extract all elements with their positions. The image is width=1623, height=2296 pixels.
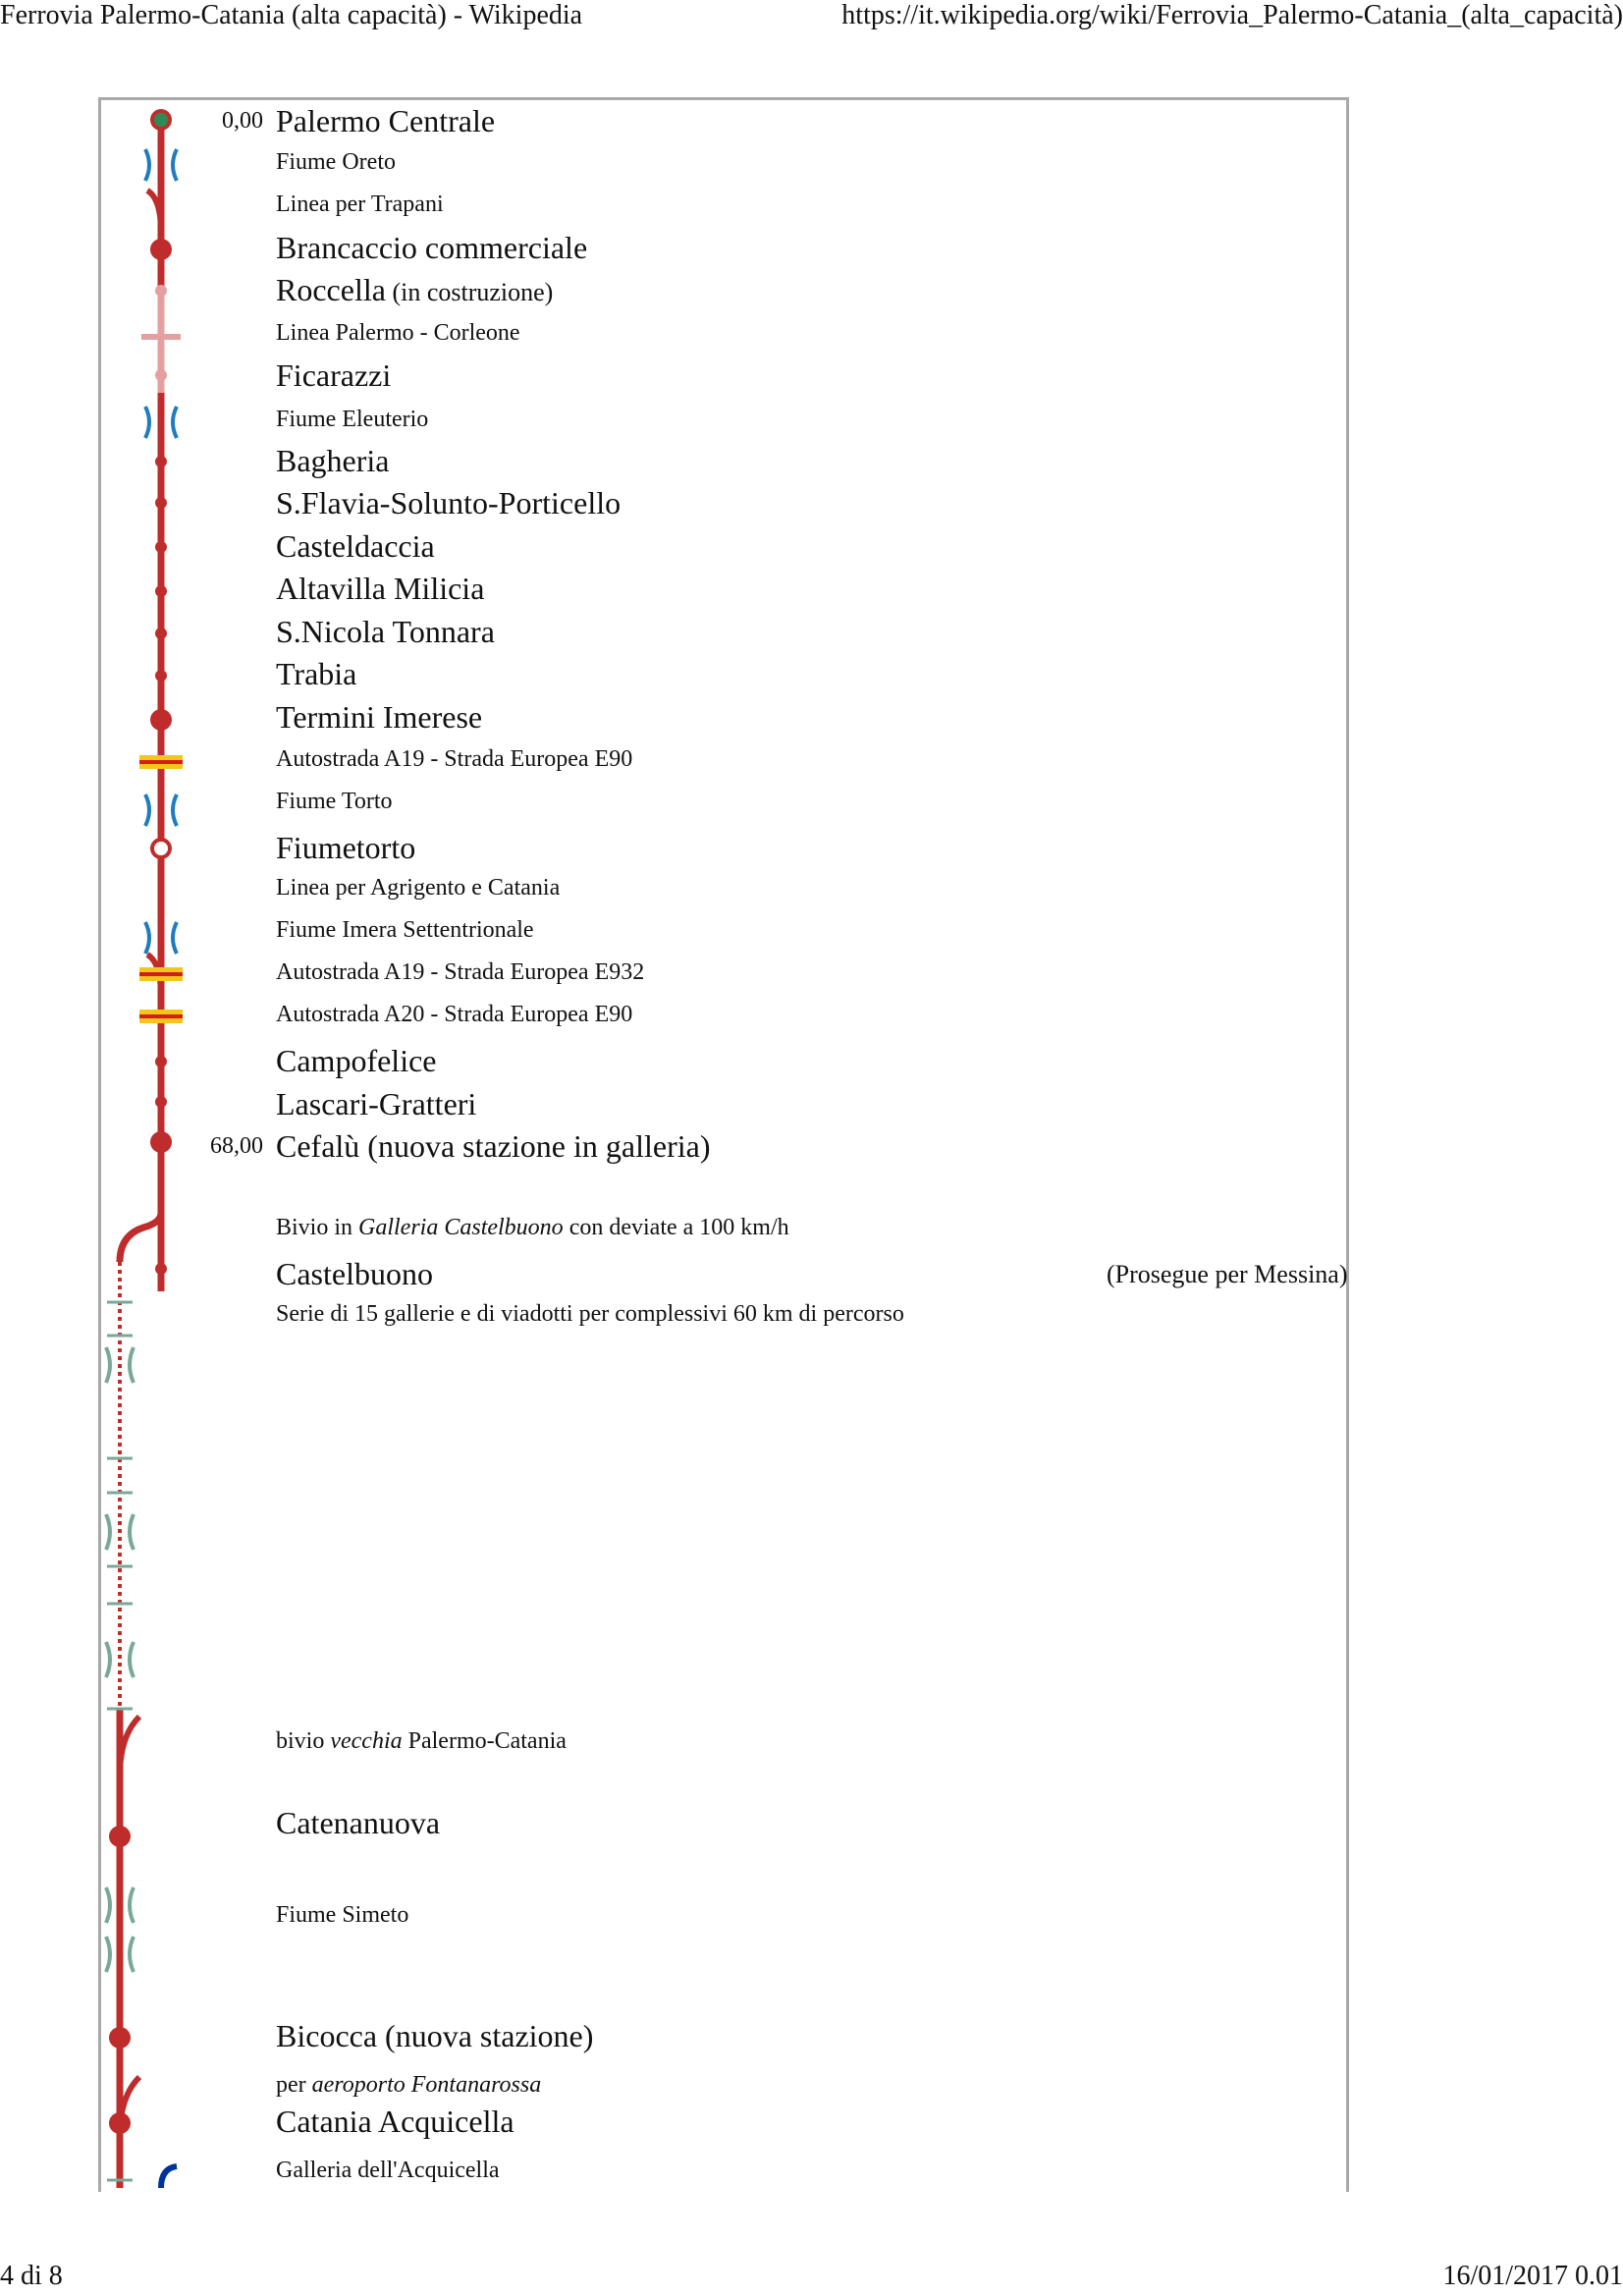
label-text: Termini Imerese (276, 699, 483, 735)
motorway-crossing-icon (139, 1014, 183, 1018)
station-name (276, 230, 587, 266)
station-name (276, 1086, 476, 1122)
station-name (276, 1043, 436, 1079)
label-italic: Galleria Castelbuono (358, 1215, 564, 1240)
label-text: Linea per Trapani (276, 191, 444, 217)
station-dot (109, 2027, 131, 2049)
label-text: Brancaccio commerciale (276, 230, 588, 265)
route-feature-label (276, 2158, 500, 2184)
label-text: Castelbuono (276, 1256, 433, 1291)
label-text: Serie di 15 gallerie e di viadotti per complessivi 60 km di percorso (276, 1301, 904, 1327)
station-dot (155, 456, 167, 467)
route-feature-label (276, 917, 534, 944)
station-dot (155, 670, 167, 682)
label-text: Autostrada A19 - Strada Europea E932 (276, 959, 645, 985)
station-name (276, 443, 390, 479)
label-text: Autostrada A20 - Strada Europea E90 (276, 1002, 633, 1027)
label-text: Ficarazzi (276, 357, 392, 393)
station-name (276, 1128, 710, 1165)
label-text: Catenanuova (276, 1805, 441, 1840)
motorway-crossing-icon (139, 755, 183, 760)
route-feature-label (276, 1002, 632, 1028)
station-dot (155, 285, 167, 297)
label-text: Fiume Imera Settentrionale (276, 917, 534, 943)
label-text: Fiume Simeto (276, 1902, 409, 1928)
route-feature-label (276, 959, 644, 986)
label-text: Fiume Eleuterio (276, 407, 429, 432)
motorway-crossing-icon (139, 976, 183, 981)
label-text: S.Nicola Tonnara (276, 614, 495, 649)
label-text: Altavilla Milicia (276, 571, 485, 606)
label-suffix: (in costruzione) (385, 278, 554, 306)
label-italic: vecchia (330, 1728, 403, 1754)
route-feature-label (276, 1902, 408, 1929)
label-text: S.Flavia-Solunto-Porticello (276, 485, 622, 520)
label-text: Roccella (276, 272, 386, 307)
station-dot (155, 369, 167, 381)
motorway-crossing-icon (139, 1018, 183, 1023)
label-italic: aeroporto Fontanarossa (311, 2072, 542, 2098)
station-name (276, 830, 415, 866)
label-text: per (276, 2072, 312, 2098)
label-text: Casteldaccia (276, 528, 435, 564)
station-dot (155, 628, 167, 639)
label-text: Fiume Torto (276, 789, 393, 814)
label-text: Autostrada A19 - Strada Europea E90 (276, 746, 633, 772)
label-suffix: con deviate a 100 km/h (563, 1215, 789, 1240)
label-text: Fiumetorto (276, 830, 416, 865)
label-text: Bagheria (276, 443, 390, 478)
branch-track (120, 1213, 161, 1262)
label-text: Linea Palermo - Corleone (276, 320, 520, 346)
motorway-crossing-icon (139, 1010, 183, 1014)
km-marker: 0,00 (222, 108, 263, 134)
motorway-crossing-icon (139, 760, 183, 764)
station-name (276, 528, 435, 565)
station-dot (109, 2112, 131, 2134)
route-feature-label (276, 191, 444, 218)
station-dot (155, 497, 167, 509)
motorway-crossing-icon (139, 967, 183, 972)
route-feature-label (276, 1215, 789, 1241)
station-name (276, 357, 391, 394)
metro-curve-icon (161, 2166, 177, 2188)
station-dot (155, 1263, 167, 1275)
station-name (276, 2104, 514, 2140)
station-name (276, 699, 482, 736)
label-text: Lascari-Gratteri (276, 1086, 477, 1121)
station-name (276, 485, 621, 521)
station-name (276, 103, 495, 139)
route-feature-label (276, 149, 396, 176)
station-dot (155, 541, 167, 553)
station-name (276, 571, 484, 607)
label-text: Fiume Oreto (276, 149, 396, 175)
label-text: Trabia (276, 656, 357, 691)
label-text: Bicocca (nuova stazione) (276, 2018, 594, 2053)
label-suffix: Palermo-Catania (402, 1728, 567, 1754)
station-name (276, 656, 356, 692)
route-feature-label (276, 789, 393, 815)
motorway-crossing-icon (139, 972, 183, 976)
label-text: Catania Acquicella (276, 2104, 514, 2139)
route-feature-label (276, 875, 560, 902)
route-feature-label (276, 1301, 904, 1328)
station-dot (150, 239, 172, 260)
label-text: Galleria dell'Acquicella (276, 2158, 500, 2183)
label-text: Palermo Centrale (276, 103, 496, 138)
station-name (276, 2018, 593, 2054)
page-number: 4 di 8 (0, 2261, 63, 2291)
page-header-url[interactable]: https://it.wikipedia.org/wiki/Ferrovia_Palermo-Catania_(alta_capacità) (841, 0, 1623, 30)
route-feature-label (276, 407, 428, 433)
route-feature-label (276, 1728, 567, 1755)
station-name (276, 1805, 440, 1841)
station-name (276, 614, 495, 650)
motorway-crossing-icon (139, 764, 183, 769)
label-text: Linea per Agrigento e Catania (276, 875, 561, 901)
station-dot (155, 1096, 167, 1108)
print-datetime: 16/01/2017 0.01 (1442, 2261, 1623, 2291)
route-feature-label (276, 746, 632, 773)
route-feature-label (276, 320, 520, 347)
km-marker: 68,00 (210, 1133, 263, 1159)
page-header-title: Ferrovia Palermo-Catania (alta capacità) - Wikipedia (0, 0, 583, 30)
route-feature-label (276, 2072, 541, 2099)
station-dot (155, 1056, 167, 1067)
station-name (276, 272, 553, 308)
label-text: Cefalù (nuova stazione in galleria) (276, 1128, 711, 1164)
station-name (276, 1256, 433, 1292)
station-dot (152, 840, 170, 857)
station-dot (150, 709, 172, 731)
label-text: Campofelice (276, 1043, 437, 1078)
label-text: Bivio in (276, 1215, 359, 1240)
crossing-icon (141, 334, 181, 340)
label-text: bivio (276, 1728, 331, 1754)
station-dot (109, 1826, 131, 1847)
station-dot (155, 585, 167, 597)
